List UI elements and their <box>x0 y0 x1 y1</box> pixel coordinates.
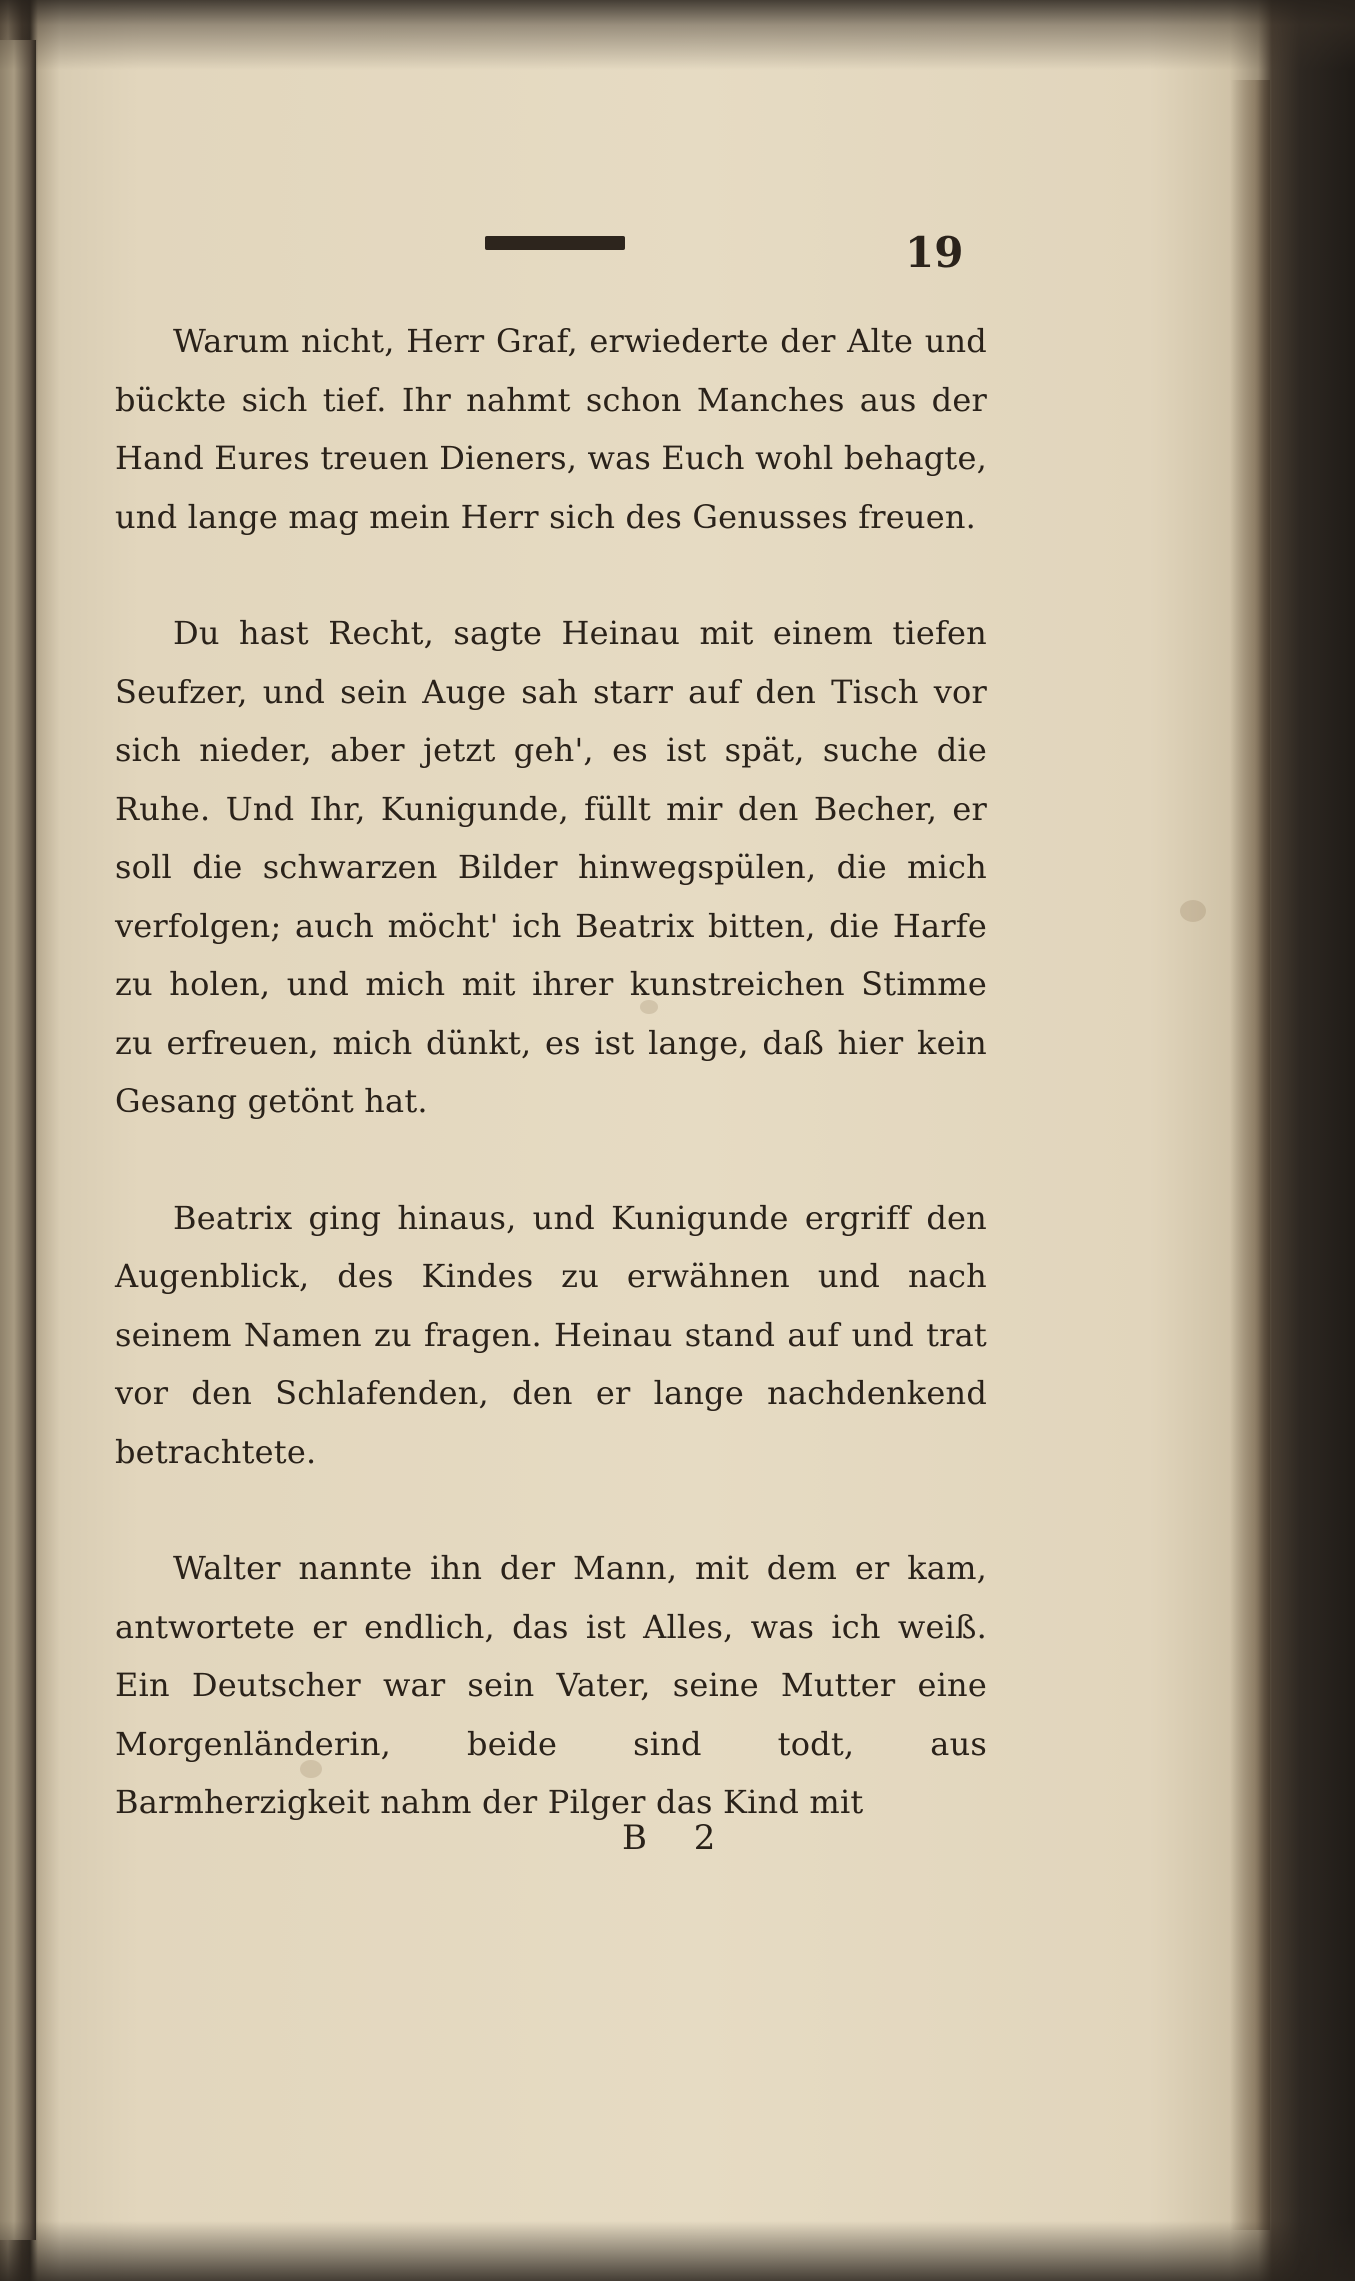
page-number: 19 <box>905 228 964 277</box>
header-rule <box>485 236 625 250</box>
paragraph-4: Walter nannte ihn der Mann, mit dem er kam, antwortete er endlich, das ist Alles, was ich weiß. Ein Deutscher war sein Vater, seine Mutter eine Morgenländerin, beide sind todt, aus Barmherzigkeit nahm der Pilger das Kind mit <box>115 1549 987 1821</box>
bottom-shadow <box>0 2221 1355 2281</box>
paragraph-3: Beatrix ging hinaus, und Kunigunde ergriff den Augenblick, des Kindes zu erwähnen und nach seinem Namen zu fragen. Heinau stand auf und trat vor den Schlafenden, den er lange nachdenkend betrachtete. <box>115 1198 987 1471</box>
facing-page-edge <box>0 40 36 2240</box>
stain <box>1180 900 1206 922</box>
paragraph-1: Warum nicht, Herr Graf, erwiederte der Alte und bückte sich tief. Ihr nahmt schon Manches aus der Hand Eures treuen Dieners, was Euch wohl behagte, und lange mag mein Herr sich des Genusses freuen. <box>115 322 987 536</box>
body-text <box>115 312 987 1890</box>
paragraph-2: Du hast Recht, sagte Heinau mit einem tiefen Seufzer, und sein Auge sah starr auf den Tisch vor sich nieder, aber jetzt geh', es ist spät, suche die Ruhe. Und Ihr, Kunigunde, füllt mir den Becher, er soll die schwarzen Bilder hinwegspülen, die mich verfolgen; auch möcht' ich Beatrix bitten, die Harfe zu holen, und mich mit ihrer kunstreichen Stimme zu erfreuen, mich dünkt, es ist lange, daß hier kein Gesang getönt hat. <box>115 614 987 1120</box>
page-edge-wear <box>1230 80 1270 2230</box>
top-shadow <box>0 0 1355 70</box>
signature-mark: B 2 <box>622 1818 734 1858</box>
